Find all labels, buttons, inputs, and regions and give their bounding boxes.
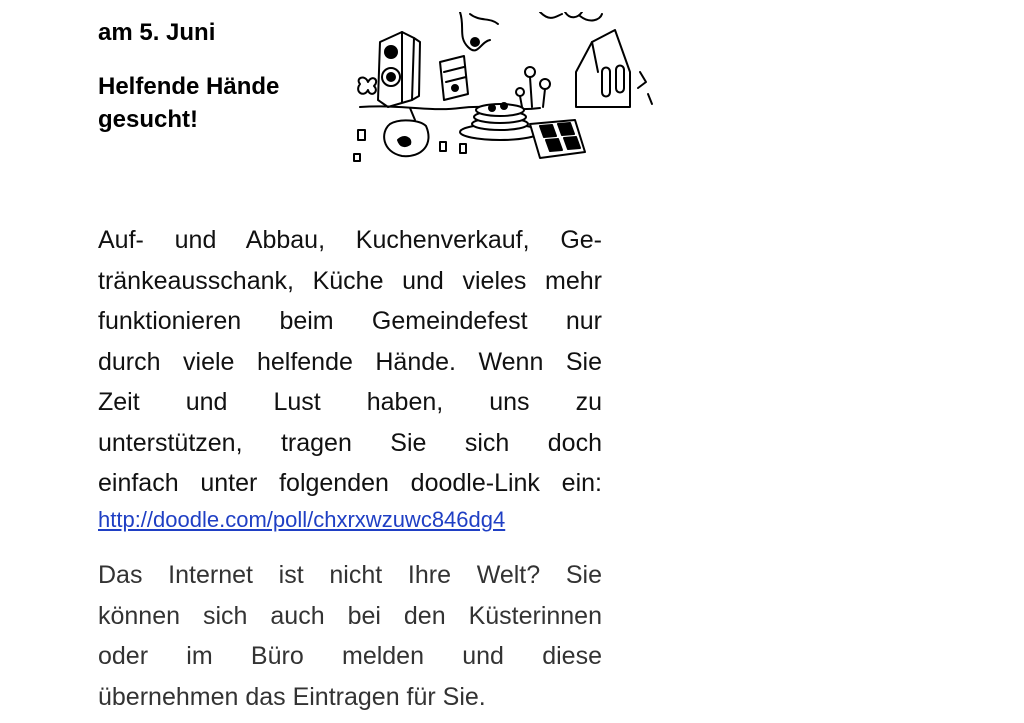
fishbowl-icon <box>384 108 428 156</box>
tree-icon <box>460 12 498 50</box>
paragraph-line: Zeit und Lust haben, uns zu <box>98 388 602 416</box>
paragraph-line: tränkeausschank, Küche und vieles mehr <box>98 266 602 295</box>
paragraph-line: durch viele helfende Hände. Wenn Sie <box>98 347 602 376</box>
paragraph-line: übernehmen das Eintragen für Sie. <box>98 682 486 711</box>
speaker-icon <box>378 32 420 107</box>
cup-icon <box>358 130 365 140</box>
paragraph-line: können sich auch bei den Küsterinnen <box>98 601 602 630</box>
helpers-paragraph <box>98 220 602 504</box>
cup-icon <box>354 154 360 161</box>
helpers-wanted-heading: Helfende Hände gesucht! <box>98 73 280 133</box>
paragraph-line: unterstützen, tragen Sie sich doch <box>98 428 602 457</box>
offline-signup-paragraph <box>98 555 602 717</box>
paragraph-line: oder im Büro melden und diese <box>98 642 602 670</box>
amplifier-icon <box>440 56 468 100</box>
doodle-poll-link[interactable]: http://doodle.com/poll/chxrxwzuwc846dg4 <box>98 507 506 532</box>
cup-icon <box>440 142 446 151</box>
paragraph-line: Das Internet ist nicht Ihre Welt? Sie <box>98 561 602 589</box>
cup-icon <box>460 144 466 153</box>
church-icon <box>540 12 630 107</box>
festival-sketch-illustration <box>340 12 670 162</box>
paragraph-line: Auf- und Abbau, Kuchenverkauf, Ge- <box>98 226 602 254</box>
paragraph-line: funktionieren beim Gemeindefest nur <box>98 307 602 335</box>
paragraph-line: einfach unter folgenden doodle-Link ein: <box>98 469 602 497</box>
picnic-blanket-icon <box>530 120 585 158</box>
event-date-heading: am 5. Juni <box>98 19 216 46</box>
